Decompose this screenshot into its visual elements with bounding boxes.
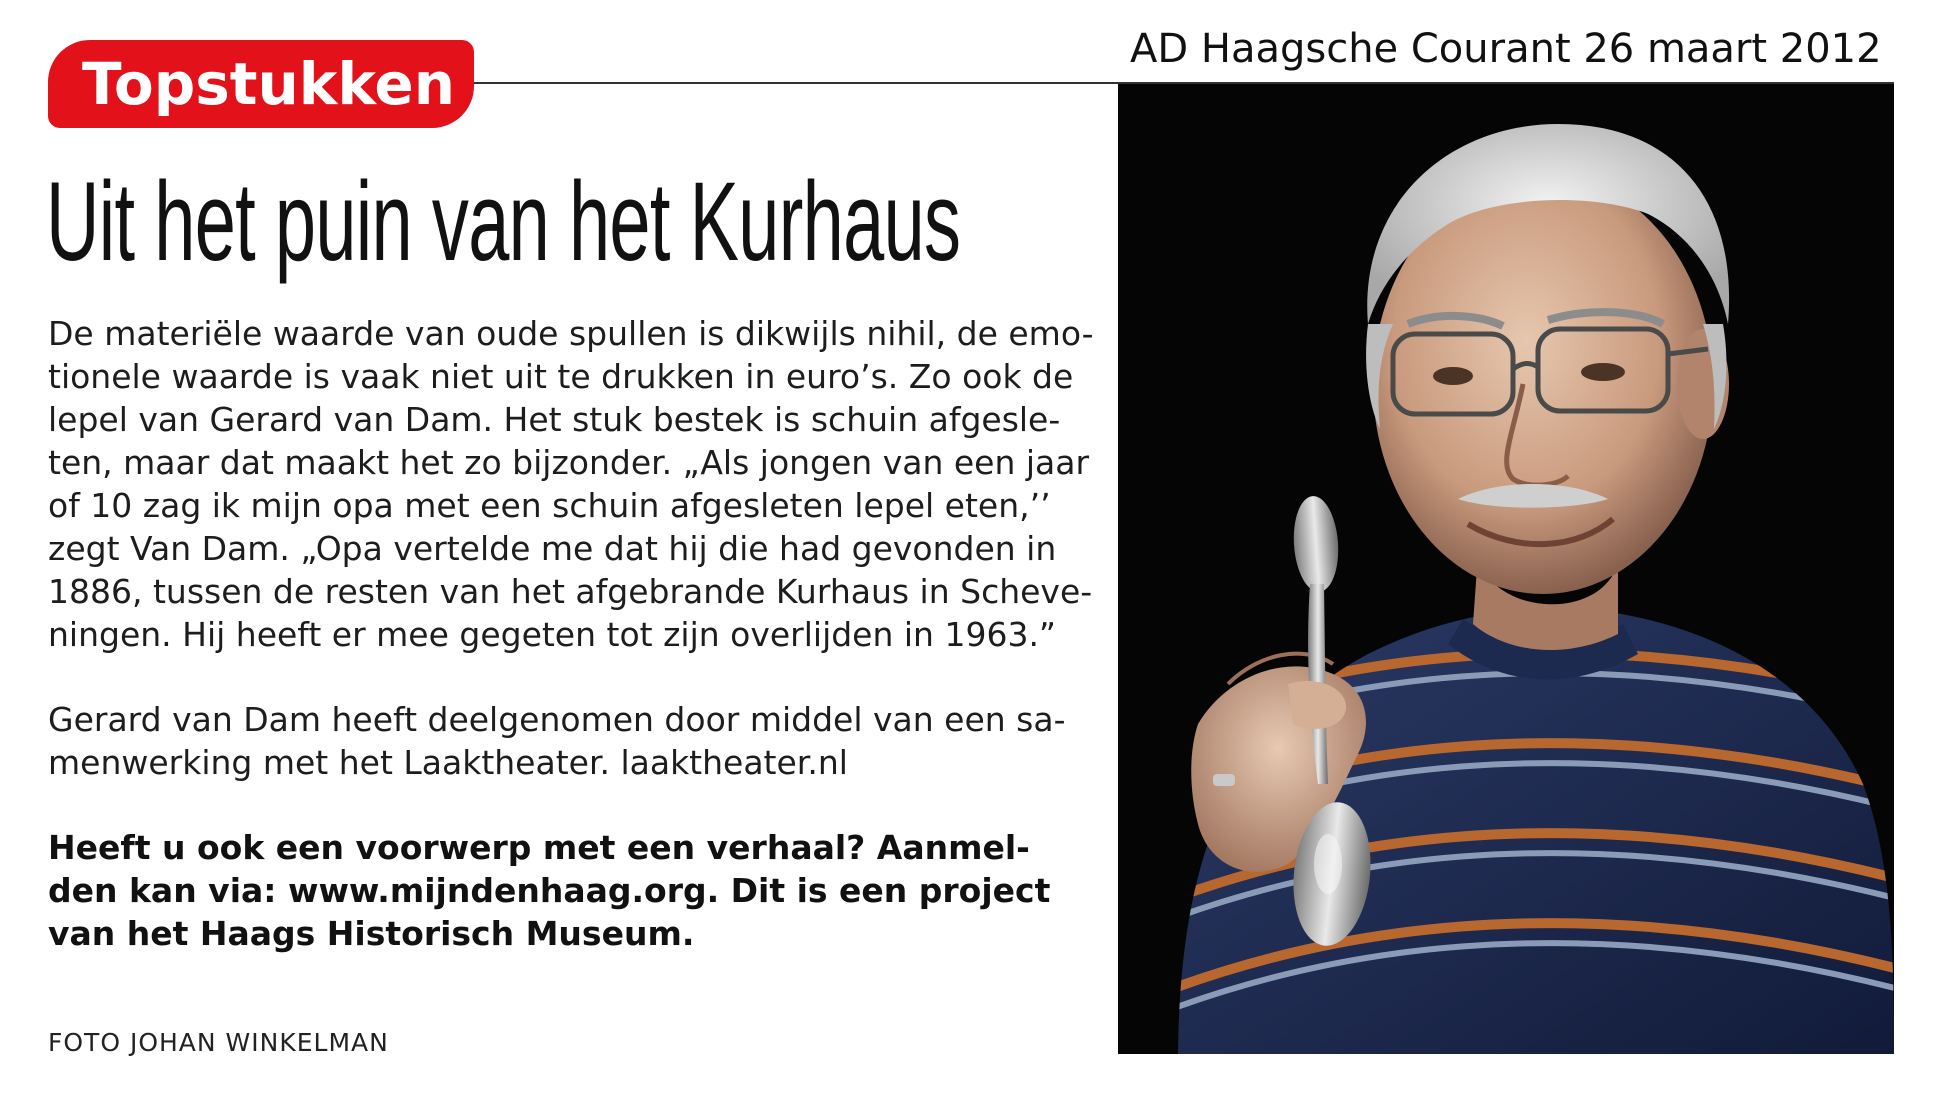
paragraph-1 <box>48 312 1094 656</box>
call-to-action <box>48 826 1068 955</box>
section-tag: Topstukken <box>48 40 474 128</box>
text-line: of 10 zag ik mijn opa met een schuin afgesleten lepel eten,’’ <box>48 486 1051 525</box>
photo-credit: FOTO JOHAN WINKELMAN <box>48 1028 389 1057</box>
text-line: 1886, tussen de resten van het afgebrande Kurhaus in Scheve- <box>48 572 1093 611</box>
text-line: ningen. Hij heeft er mee gegeten tot zijn overlijden in 1963.” <box>48 615 1057 654</box>
text-line: menwerking met het Laaktheater. laaktheater.nl <box>48 743 848 782</box>
portrait-photo <box>1118 84 1894 1054</box>
text-line: ten, maar dat maakt het zo bijzonder. „Als jongen van een jaar <box>48 443 1090 482</box>
source-line: AD Haagsche Courant 26 maart 2012 <box>1130 26 1882 72</box>
paragraph-2 <box>48 698 1068 784</box>
headline: Uit het puin van het Kurhaus <box>46 159 961 284</box>
portrait-illustration <box>1118 84 1894 1054</box>
text-line: van het Haags Historisch Museum. <box>48 914 695 953</box>
text-line: zegt Van Dam. „Opa vertelde me dat hij die had gevonden in <box>48 529 1057 568</box>
text-line: Heeft u ook een voorwerp met een verhaal? Aanmel- <box>48 828 1030 867</box>
text-line: De materiële waarde van oude spullen is dikwijls nihil, de emo- <box>48 314 1094 353</box>
text-line: lepel van Gerard van Dam. Het stuk bestek is schuin afgesle- <box>48 400 1061 439</box>
text-line: tionele waarde is vaak niet uit te drukken in euro’s. Zo ook de <box>48 357 1074 396</box>
article-body <box>48 312 1094 997</box>
text-line: Gerard van Dam heeft deelgenomen door middel van een sa- <box>48 700 1066 739</box>
text-line: den kan via: www.mijndenhaag.org. Dit is een project <box>48 871 1051 910</box>
